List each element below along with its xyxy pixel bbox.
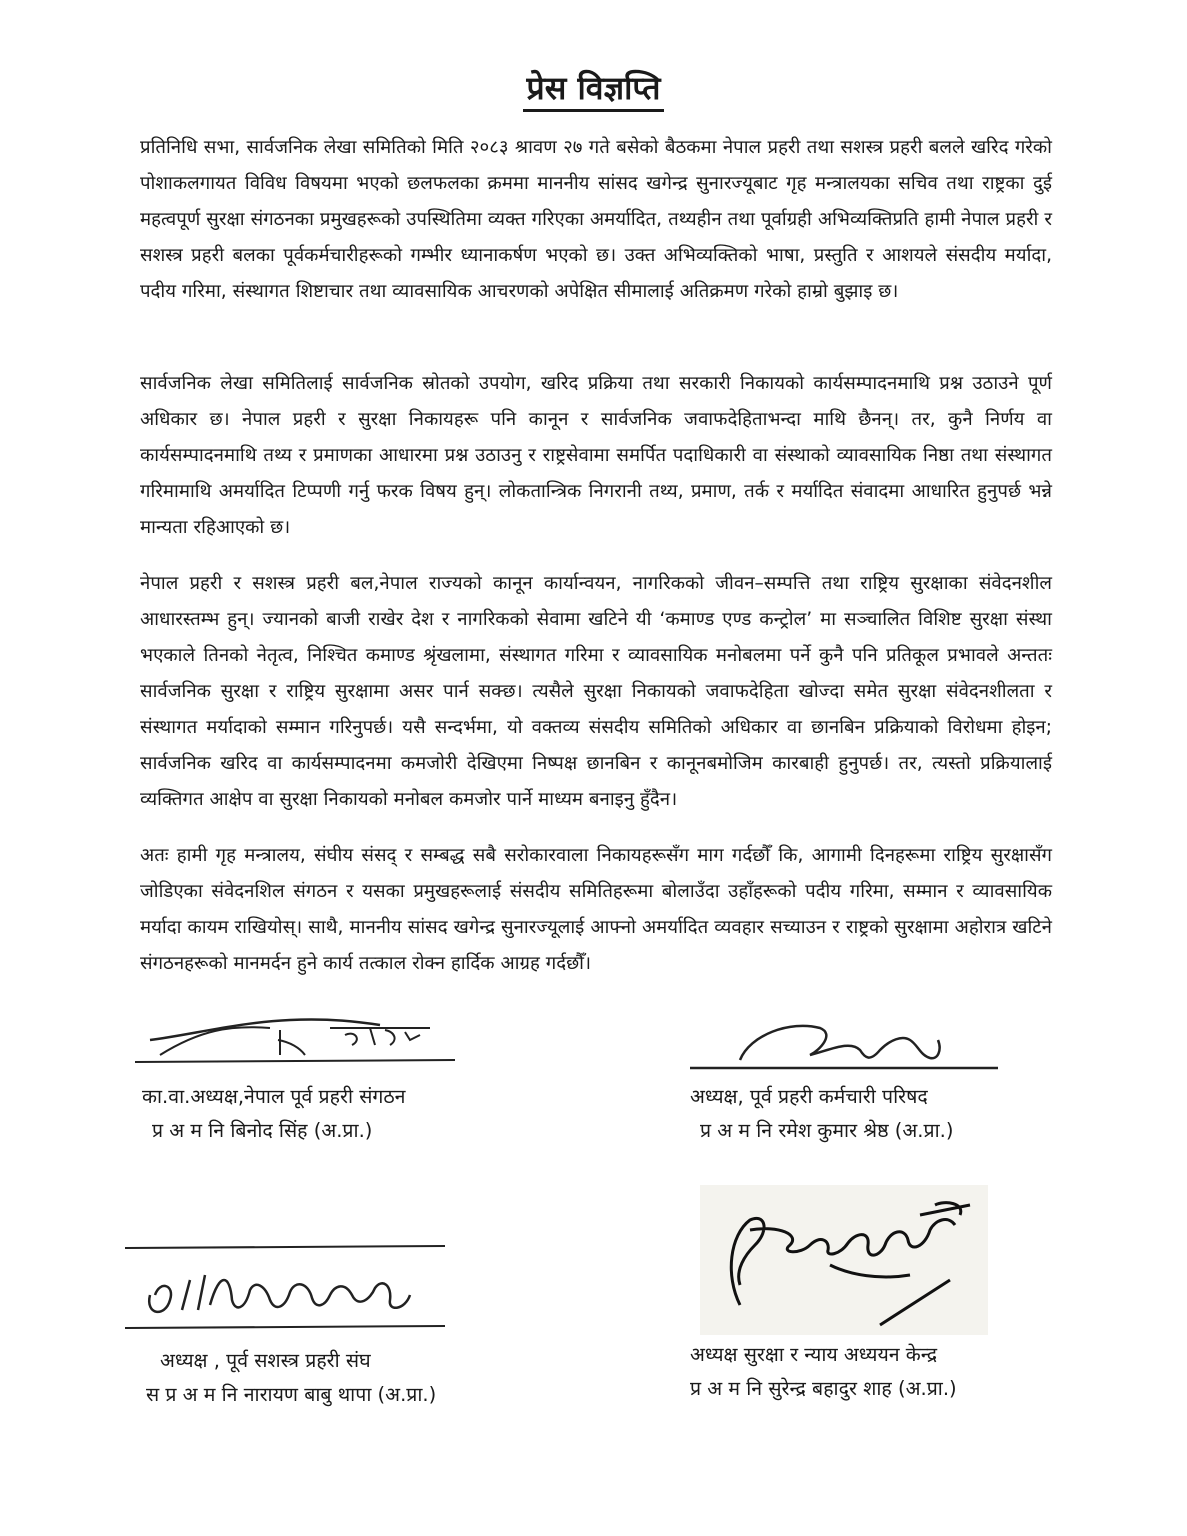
- signatory-2-name: प्र अ म नि रमेश कुमार श्रेष्ठ (अ.प्रा.): [700, 1119, 954, 1142]
- signatory-1-name: प्र अ म नि बिनोद सिंह (अ.प्रा.): [152, 1119, 373, 1142]
- handwritten-signature-3: [120, 1240, 460, 1340]
- signatory-2-position: अध्यक्ष, पूर्व प्रहरी कर्मचारी परिषद: [690, 1085, 928, 1108]
- paragraph-2: सार्वजनिक लेखा समितिलाई सार्वजनिक स्रोतको उपयोग, खरिद प्रक्रिया तथा सरकारी निकायको कार्यसम्पादनमाथि प्रश्न उठाउने पूर्ण अधिकार छ। नेपाल प्रहरी र सुरक्षा निकायहरू पनि कानून र सार्वजनिक जवाफदेहिताभन्दा माथि छैनन्। तर, कुनै निर्णय वा कार्यसम्पादनमाथि तथ्य र प्रमाणका आधारमा प्रश्न उठाउनु र राष्ट्रसेवामा समर्पित पदाधिकारी वा संस्थाको व्यावसायिक निष्ठा तथा संस्थागत गरिमामाथि अमर्यादित टिप्पणी गर्नु फरक विषय हुन्। लोकतान्त्रिक निगरानी तथ्य, प्रमाण, तर्क र मर्यादित संवादमा आधारित हुनुपर्छ भन्ने मान्यता रहिआएको छ।: [140, 373, 1052, 538]
- signature-block-3: [120, 1240, 460, 1410]
- signatory-1-position: का.वा.अध्यक्ष,नेपाल पूर्व प्रहरी संगठन: [142, 1085, 406, 1108]
- page-title: प्रेस विज्ञप्ति: [0, 66, 1187, 109]
- paragraph-4: अतः हामी गृह मन्त्रालय, संघीय संसद् र सम्बद्ध सबै सरोकारवाला निकायहरूसँग माग गर्दछौँ कि, आगामी दिनहरूमा राष्ट्रिय सुरक्षासँग जोडिएका संवेदनशिल संगठन र यसका प्रमुखहरूलाई संसदीय समितिहरूमा बोलाउँदा उहाँहरूको पदीय गरिमा, सम्मान र व्यावसायिक मर्यादा कायम राखियोस्। साथै, माननीय सांसद खगेन्द्र सुनारज्यूलाई आफ्नो अमर्यादित व्यवहार सच्याउन र राष्ट्रको सुरक्षामा अहोरात्र खटिने संगठनहरूको मानमर्दन हुने कार्य तत्काल रोक्न हार्दिक आग्रह गर्दछौँ।: [140, 845, 1052, 974]
- signature-block-2: [680, 1010, 1010, 1150]
- signatory-4-position: अध्यक्ष सुरक्षा र न्याय अध्ययन केन्द्र: [690, 1343, 938, 1366]
- signature-block-1: [130, 1000, 470, 1150]
- signatory-3-position: अध्यक्ष , पूर्व सशस्त्र प्रहरी संघ: [160, 1349, 371, 1372]
- signature-block-4: [680, 1185, 1010, 1410]
- paragraph-3: नेपाल प्रहरी र सशस्त्र प्रहरी बल,नेपाल राज्यको कानून कार्यान्वयन, नागरिकको जीवन–सम्पत्ति तथा राष्ट्रिय सुरक्षाका संवेदनशील आधारस्तम्भ हुन्। ज्यानको बाजी राखेर देश र नागरिकको सेवामा खटिने यी ‘कमाण्ड एण्ड कन्ट्रोल’ मा सञ्चालित विशिष्ट सुरक्षा संस्था भएकाले तिनको नेतृत्व, निश्चित कमाण्ड श्रृंखलामा, संस्थागत गरिमा र व्यावसायिक मनोबलमा पर्ने कुनै पनि प्रतिकूल प्रभावले अन्ततः सार्वजनिक सुरक्षा र राष्ट्रिय सुरक्षामा असर पार्न सक्छ। त्यसैले सुरक्षा निकायको जवाफदेहिता खोज्दा समेत सुरक्षा संवेदनशीलता र संस्थागत मर्यादाको सम्मान गरिनुपर्छ। यसै सन्दर्भमा, यो वक्तव्य संसदीय समितिको अधिकार वा छानबिन प्रक्रियाको विरोधमा होइन; सार्वजनिक खरिद वा कार्यसम्पादनमा कमजोरी देखिएमा निष्पक्ष छानबिन र कानूनबमोजिम कारबाही हुनुपर्छ। तर, त्यस्तो प्रक्रियालाई व्यक्तिगत आक्षेप वा सुरक्षा निकायको मनोबल कमजोर पार्ने माध्यम बनाइनु हुँदैन।: [140, 573, 1052, 810]
- handwritten-signature-2: [680, 1010, 1010, 1080]
- signatory-3-name: स प्र अ म नि नारायण बाबु थापा (अ.प्रा.): [146, 1383, 437, 1406]
- handwritten-signature-4: [680, 1185, 1010, 1335]
- paragraph-1: प्रतिनिधि सभा, सार्वजनिक लेखा समितिको मिति २०८३ श्रावण २७ गते बसेको बैठकमा नेपाल प्रहरी तथा सशस्त्र प्रहरी बलले खरिद गरेको पोशाकलगायत विविध विषयमा भएको छलफलका क्रममा माननीय सांसद खगेन्द्र सुनारज्यूबाट गृह मन्त्रालयका सचिव तथा राष्ट्रका दुई महत्वपूर्ण सुरक्षा संगठनका प्रमुखहरूको उपस्थितिमा व्यक्त गरिएका अमर्यादित, तथ्यहीन तथा पूर्वाग्रही अभिव्यक्तिप्रति हामी नेपाल प्रहरी र सशस्त्र प्रहरी बलका पूर्वकर्मचारीहरूको गम्भीर ध्यानाकर्षण भएको छ। उक्त अभिव्यक्तिको भाषा, प्रस्तुति र आशयले संसदीय मर्यादा, पदीय गरिमा, संस्थागत शिष्टाचार तथा व्यावसायिक आचरणको अपेक्षित सीमालाई अतिक्रमण गरेको हाम्रो बुझाइ छ।: [140, 137, 1052, 302]
- signatory-4-name: प्र अ म नि सुरेन्द्र बहादुर शाह (अ.प्रा.): [690, 1377, 957, 1400]
- handwritten-signature-1: [130, 1000, 470, 1080]
